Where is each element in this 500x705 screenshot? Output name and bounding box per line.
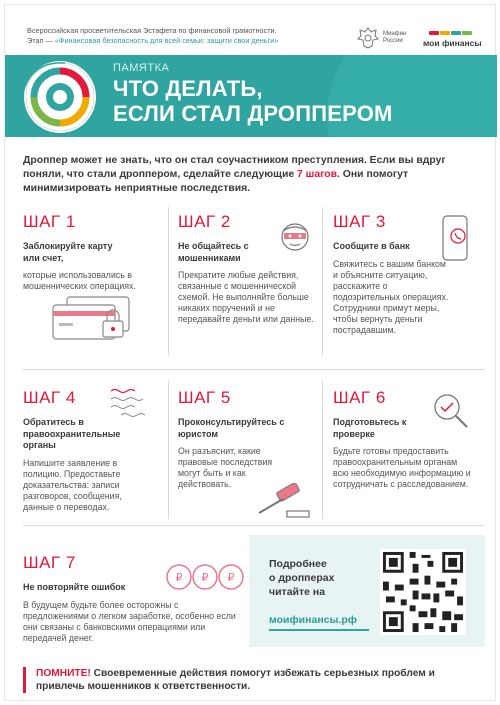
step-text: которые использовались в мошеннических операциях.: [23, 270, 136, 291]
header-line2: [27, 36, 327, 46]
svg-text:₽: ₽: [227, 572, 235, 584]
step-text: В будущем будьте более осторожны с предложениями о легком заработке, особенно если они связаны с банковскими операциями или передачей денег.: [23, 599, 236, 643]
step-text: Он разъяснит, какие правовые последствия могут быть и как действовать.: [178, 446, 273, 489]
masked-thief-icon: [277, 219, 313, 255]
step-heading: Обратитесь в правоохранительные органы: [23, 417, 121, 450]
coins-icon: [165, 557, 245, 597]
page-title: [113, 76, 393, 126]
step-title: ШАГ 5: [178, 388, 231, 407]
moifinansy-link[interactable]: моифинансы.рф: [269, 614, 357, 626]
svg-text:₽: ₽: [175, 572, 183, 584]
magnifier-check-icon: [429, 389, 471, 431]
link-underline: [269, 629, 369, 631]
ministry-name: Минфин России: [383, 31, 407, 44]
gavel-icon: [247, 483, 313, 521]
divider: [322, 381, 323, 519]
banner-label: ПАМЯТКА: [113, 62, 170, 74]
divider: [168, 207, 169, 355]
brand-bars-icon: [429, 31, 473, 35]
remember-label: ПОМНИТЕ!: [36, 668, 91, 679]
relay-badge-icon: [15, 57, 105, 137]
more-info-text: Подробнее о дропперах читайте на: [269, 558, 335, 598]
step-title: ШАГ 2: [178, 212, 231, 231]
step-heading: Не общайтесь с мошенниками: [178, 241, 249, 263]
moi-finansy-logo: [423, 31, 485, 49]
header-line2-prefix: Этап —: [27, 35, 55, 45]
minfin-logo: [357, 26, 417, 50]
divider: [23, 369, 485, 370]
step-text: Напишите заявление в полицию. Предоставьте доказательства: записи разговоров, сообщения, данные о переводах.: [23, 457, 122, 512]
step-text: Прекратите любые действия, связанные с мошеннической схемой. Не выполняйте больше никаких поручений и не передавайте деньги или данные.: [178, 270, 314, 324]
step-text: Будьте готовы предоставить правоохранительным органам всю необходимую информацию и сотрудничать с расследованием.: [333, 446, 471, 489]
title-line2: ЕСЛИ СТАЛ ДРОППЕРОМ: [113, 101, 393, 126]
remember-note: [23, 667, 483, 693]
step-text: Свяжитесь с вашим банком и объясните ситуацию, расскажите о подозрительных операциях. Сотрудники примут меры, чтобы вернуть деньги пострадавшим.: [333, 258, 449, 335]
intro-text: [23, 154, 483, 196]
step-title: ШАГ 7: [23, 553, 76, 572]
svg-text:₽: ₽: [201, 572, 209, 584]
remember-text: Своевременные действия помогут избежать серьезных проблем и привлечь мошенников к ответственности.: [36, 668, 435, 692]
written-statement-icon: [107, 385, 157, 425]
step-title: ШАГ 4: [23, 388, 76, 407]
phone-call-icon: [439, 214, 475, 264]
header-line2-accent: «Финансовая безопасность для всей семьи: защити свои деньги»: [54, 35, 279, 45]
qr-code-icon[interactable]: [380, 549, 466, 635]
step-card: [178, 388, 318, 490]
step-heading: Сообщите в банк: [333, 241, 410, 251]
divider: [168, 381, 169, 519]
step-title: ШАГ 1: [23, 212, 76, 231]
title-line1: ЧТО ДЕЛАТЬ,: [113, 76, 263, 101]
divider: [23, 525, 485, 526]
eagle-emblem-icon: [357, 26, 379, 50]
step-heading: Проконсультируйтесь с юристом: [178, 417, 285, 439]
step-heading: Не повторяйте ошибок: [23, 582, 126, 592]
intro-part2: . Они помогут минимизировать неприятные последствия.: [23, 169, 409, 194]
blocked-cards-icon: [51, 293, 143, 347]
header-relay-text: [27, 26, 327, 45]
step-title: ШАГ 3: [333, 212, 386, 231]
step-card: [23, 212, 161, 292]
intro-highlight: 7 шагов: [297, 169, 338, 180]
more-info-box: [249, 535, 485, 647]
intro-part1: Дроппер может не знать, что он стал соучастником преступления. Если вы вдруг поняли, что стали дроппером, сделайте следующие: [23, 155, 446, 180]
brand-name: мои финансы: [423, 38, 482, 48]
memo-page: [4, 4, 496, 701]
divider: [322, 207, 323, 355]
header-line1: Всероссийская просветительская Эстафета по финансовой грамотности.: [27, 26, 277, 35]
step-heading: Заблокируйте карту или счет,: [23, 241, 113, 263]
step-heading: Подготовьтесь к проверке: [333, 417, 407, 439]
step-title: ШАГ 6: [333, 388, 386, 407]
